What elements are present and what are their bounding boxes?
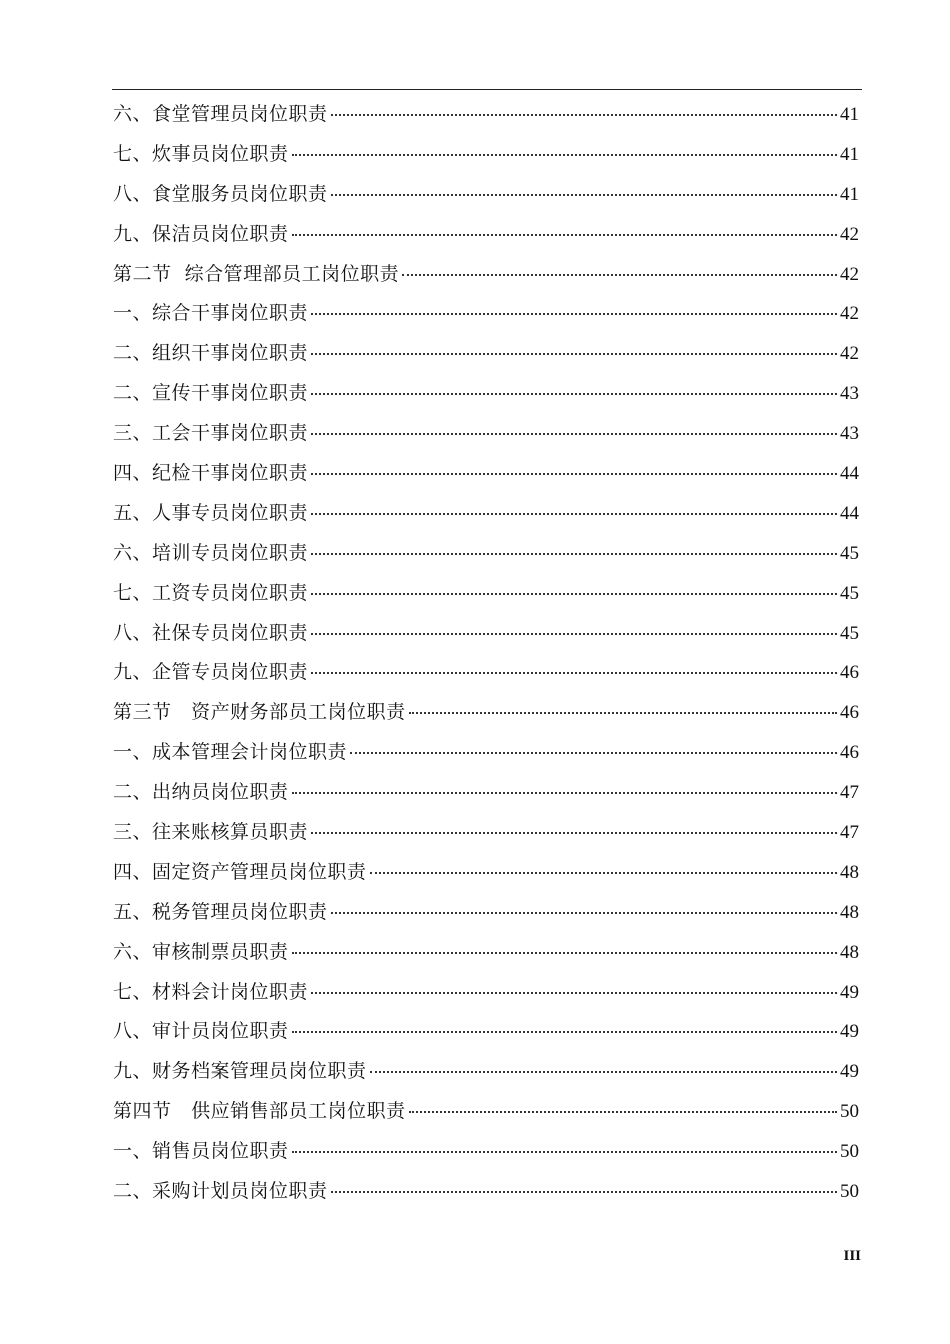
toc-entry[interactable] <box>113 853 859 893</box>
toc-entry[interactable] <box>113 454 859 494</box>
toc-entry-title: 一、销售员岗位职责 <box>113 1140 289 1163</box>
toc-dot-leader <box>402 274 837 276</box>
toc-entry-title: 三、工会干事岗位职责 <box>113 422 309 445</box>
toc-dot-leader <box>370 1071 837 1073</box>
toc-section-entry[interactable] <box>113 255 859 295</box>
footer-page-number: III <box>843 1248 861 1264</box>
toc-entry[interactable] <box>113 1132 859 1172</box>
toc-entry-title: 一、成本管理会计岗位职责 <box>113 741 348 764</box>
toc-dot-leader <box>292 952 837 954</box>
toc-entry[interactable] <box>113 614 859 654</box>
toc-entry-page: 41 <box>840 104 859 125</box>
toc-entry-title: 二、组织干事岗位职责 <box>113 342 309 365</box>
toc-entry-page: 49 <box>840 1021 859 1043</box>
toc-dot-leader <box>311 832 837 834</box>
toc-entry-page: 41 <box>840 143 859 165</box>
toc-entry[interactable] <box>113 494 859 534</box>
toc-entry-page: 42 <box>840 263 859 285</box>
toc-entry-title: 第三节 资产财务部员工岗位职责 <box>113 701 406 724</box>
table-of-contents <box>113 95 859 1212</box>
toc-entry[interactable] <box>113 534 859 574</box>
toc-entry-page: 46 <box>840 702 859 724</box>
toc-dot-leader <box>370 872 837 874</box>
toc-dot-leader <box>409 712 837 714</box>
toc-entry-page: 42 <box>840 303 859 325</box>
toc-entry[interactable] <box>113 813 859 853</box>
toc-entry-page: 44 <box>840 502 859 524</box>
toc-dot-leader <box>311 593 837 595</box>
toc-entry-title: 五、人事专员岗位职责 <box>113 501 309 524</box>
toc-entry[interactable] <box>113 374 859 414</box>
toc-entry-title: 七、工资专员岗位职责 <box>113 581 309 604</box>
toc-entry-page: 49 <box>840 981 859 1003</box>
toc-dot-leader <box>311 313 837 315</box>
toc-entry-page: 48 <box>840 901 859 923</box>
toc-entry-title: 二、宣传干事岗位职责 <box>113 382 309 405</box>
toc-entry[interactable] <box>113 653 859 693</box>
toc-dot-leader <box>292 234 837 236</box>
toc-entry-title: 四、固定资产管理员岗位职责 <box>113 860 367 883</box>
toc-entry[interactable] <box>113 933 859 973</box>
toc-entry[interactable] <box>113 95 859 135</box>
toc-dot-leader <box>292 792 837 794</box>
toc-entry-title: 一、综合干事岗位职责 <box>113 302 309 325</box>
toc-dot-leader <box>311 672 837 674</box>
toc-entry-title: 九、财务档案管理员岗位职责 <box>113 1060 367 1083</box>
toc-entry-page: 43 <box>840 423 859 445</box>
toc-dot-leader <box>311 553 837 555</box>
toc-entry-page: 41 <box>840 183 859 205</box>
toc-dot-leader <box>331 194 837 196</box>
toc-entry-page: 45 <box>840 622 859 644</box>
toc-entry-page: 46 <box>840 662 859 684</box>
toc-entry-title: 九、保洁员岗位职责 <box>113 222 289 245</box>
toc-entry-page: 42 <box>840 223 859 245</box>
toc-entry-title: 二、出纳员岗位职责 <box>113 781 289 804</box>
toc-entry[interactable] <box>113 893 859 933</box>
toc-entry-page: 42 <box>840 343 859 365</box>
toc-entry-title: 九、企管专员岗位职责 <box>113 661 309 684</box>
toc-entry-page: 50 <box>840 1181 859 1203</box>
toc-entry-page: 45 <box>840 582 859 604</box>
toc-entry[interactable] <box>113 1052 859 1092</box>
toc-dot-leader <box>292 154 837 156</box>
toc-dot-leader <box>311 473 837 475</box>
toc-dot-leader <box>292 1151 837 1153</box>
toc-entry-title: 三、往来账核算员职责 <box>113 821 309 844</box>
toc-entry-page: 48 <box>840 941 859 963</box>
toc-entry-title: 六、审核制票员职责 <box>113 940 289 963</box>
toc-dot-leader <box>292 1031 837 1033</box>
toc-entry-page: 44 <box>840 463 859 485</box>
toc-entry-title: 八、食堂服务员岗位职责 <box>113 182 328 205</box>
toc-entry-page: 46 <box>840 742 859 764</box>
toc-dot-leader <box>311 393 837 395</box>
toc-entry[interactable] <box>113 414 859 454</box>
toc-entry[interactable] <box>113 215 859 255</box>
toc-dot-leader <box>311 353 837 355</box>
toc-entry[interactable] <box>113 574 859 614</box>
toc-entry[interactable] <box>113 773 859 813</box>
toc-entry-title: 二、采购计划员岗位职责 <box>113 1180 328 1203</box>
toc-entry-title: 五、税务管理员岗位职责 <box>113 900 328 923</box>
toc-entry[interactable] <box>113 1172 859 1212</box>
toc-section-entry[interactable] <box>113 693 859 733</box>
toc-entry-page: 47 <box>840 822 859 844</box>
toc-entry-page: 49 <box>840 1061 859 1083</box>
toc-entry-title: 第二节 综合管理部员工岗位职责 <box>113 262 400 285</box>
toc-entry[interactable] <box>113 294 859 334</box>
toc-entry-title: 六、食堂管理员岗位职责 <box>113 103 328 125</box>
toc-dot-leader <box>311 633 837 635</box>
toc-entry-title: 八、审计员岗位职责 <box>113 1020 289 1043</box>
toc-entry[interactable] <box>113 1012 859 1052</box>
toc-entry[interactable] <box>113 135 859 175</box>
toc-entry-title: 七、材料会计岗位职责 <box>113 980 309 1003</box>
toc-dot-leader <box>311 992 837 994</box>
toc-dot-leader <box>331 1191 837 1193</box>
toc-entry-page: 50 <box>840 1101 859 1123</box>
toc-section-entry[interactable] <box>113 1092 859 1132</box>
toc-entry-page: 45 <box>840 542 859 564</box>
toc-entry-title: 四、纪检干事岗位职责 <box>113 462 309 485</box>
toc-entry-title: 八、社保专员岗位职责 <box>113 621 309 644</box>
toc-dot-leader <box>350 752 837 754</box>
toc-entry-page: 43 <box>840 383 859 405</box>
toc-entry[interactable] <box>113 175 859 215</box>
toc-entry-title: 七、炊事员岗位职责 <box>113 142 289 165</box>
toc-entry-title: 六、培训专员岗位职责 <box>113 541 309 564</box>
toc-dot-leader <box>311 433 837 435</box>
toc-entry[interactable] <box>113 973 859 1013</box>
toc-dot-leader <box>409 1111 837 1113</box>
toc-dot-leader <box>311 513 837 515</box>
toc-entry[interactable] <box>113 733 859 773</box>
toc-dot-leader <box>331 114 837 116</box>
header-rule <box>112 89 862 90</box>
toc-entry[interactable] <box>113 334 859 374</box>
toc-dot-leader <box>331 912 837 914</box>
toc-entry-page: 48 <box>840 861 859 883</box>
toc-entry-title: 第四节 供应销售部员工岗位职责 <box>113 1100 406 1123</box>
toc-entry-page: 50 <box>840 1141 859 1163</box>
toc-entry-page: 47 <box>840 782 859 804</box>
